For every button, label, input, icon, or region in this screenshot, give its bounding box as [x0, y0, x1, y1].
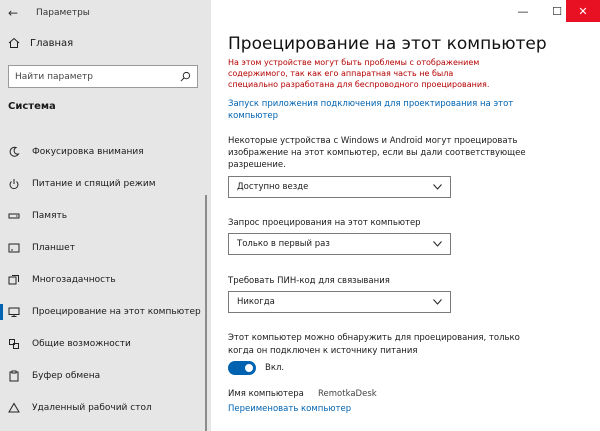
back-arrow-icon[interactable]: ←	[8, 6, 19, 20]
launch-connect-app-link[interactable]: Запуск приложения подключения для проектирования на этот компьютер	[228, 99, 514, 121]
toggle-label: Вкл.	[265, 363, 285, 373]
titlebar	[8, 0, 90, 26]
sidebar	[0, 0, 211, 431]
dropdown-value: Только в первый раз	[237, 239, 330, 249]
chevron-down-icon	[433, 184, 442, 190]
sidebar-item-label: Проецирование на этот компьютер	[32, 307, 201, 317]
rename-pc-link[interactable]: Переименовать компьютер	[228, 404, 352, 414]
request-label: Запрос проецирования на этот компьютер	[228, 218, 421, 228]
discoverable-text: Этот компьютер можно обнаружить для проецирования, только когда он подключен к источнику питания	[228, 333, 520, 356]
power-only-toggle-row	[228, 361, 284, 375]
pin-label: Требовать ПИН-код для связывания	[228, 276, 390, 286]
close-button[interactable]: ✕	[566, 0, 600, 22]
clipboard-icon	[8, 370, 20, 382]
moon-icon	[8, 146, 20, 158]
sidebar-item-clipboard[interactable]	[0, 360, 205, 392]
search-icon[interactable]	[180, 71, 191, 82]
sidebar-item-shared-experiences[interactable]	[0, 328, 205, 360]
sidebar-item-focus-assist[interactable]	[0, 136, 205, 168]
sidebar-item-storage[interactable]	[0, 200, 205, 232]
pc-name-row	[228, 389, 377, 399]
request-dropdown[interactable]	[228, 233, 451, 255]
storage-icon	[8, 210, 20, 222]
home-label: Главная	[30, 37, 74, 49]
minimize-button[interactable]: —	[517, 4, 529, 18]
section-title: Система	[8, 101, 56, 112]
pc-name-value: RemotkaDesk	[318, 389, 377, 399]
sidebar-item-label: Планшет	[32, 243, 75, 253]
sidebar-item-projecting[interactable]	[0, 296, 205, 328]
chevron-down-icon	[433, 299, 442, 305]
tablet-icon	[8, 242, 20, 254]
shared-experiences-icon	[8, 338, 20, 350]
page-title: Проецирование на этот компьютер	[228, 34, 547, 54]
power-icon	[8, 178, 20, 190]
power-only-toggle[interactable]	[228, 361, 256, 375]
window-title: Параметры	[36, 8, 90, 18]
sidebar-item-multitasking[interactable]	[0, 264, 205, 296]
home-icon	[8, 37, 20, 49]
sidebar-item-label: Многозадачность	[32, 275, 116, 285]
sidebar-nav	[0, 136, 205, 424]
chevron-down-icon	[433, 241, 442, 247]
multitask-icon	[8, 274, 20, 286]
sidebar-item-power-sleep[interactable]	[0, 168, 205, 200]
sidebar-item-label: Питание и спящий режим	[32, 179, 156, 189]
dropdown-value: Доступно везде	[237, 182, 309, 192]
pin-dropdown[interactable]	[228, 291, 451, 313]
sidebar-item-label: Общие возможности	[32, 339, 131, 349]
projecting-icon	[8, 306, 20, 318]
availability-description: Некоторые устройства с Windows и Android могут проецировать изображение на этот компьютер, если вы дали соответствующее разрешение.	[228, 136, 526, 170]
search-input[interactable]	[15, 72, 180, 82]
search-box[interactable]	[8, 65, 198, 88]
warning-text: На этом устройстве могут быть проблемы с отображением содержимого, так как его аппаратная часть не была специально разработана для беспроводного проецирования.	[228, 58, 490, 89]
sidebar-item-label: Память	[32, 211, 68, 221]
pc-name-label: Имя компьютера	[228, 389, 304, 399]
sidebar-item-label: Буфер обмена	[32, 371, 101, 381]
main-panel	[228, 0, 600, 431]
sidebar-item-label: Удаленный рабочий стол	[32, 403, 152, 413]
maximize-button[interactable]: ☐	[552, 4, 562, 18]
dropdown-value: Никогда	[237, 297, 275, 307]
sidebar-item-tablet[interactable]	[0, 232, 205, 264]
availability-dropdown[interactable]	[228, 176, 451, 198]
sidebar-item-home[interactable]	[8, 37, 73, 49]
remote-desktop-icon	[8, 402, 20, 414]
sidebar-item-label: Фокусировка внимания	[32, 147, 144, 157]
sidebar-item-remote-desktop[interactable]	[0, 392, 205, 424]
sidebar-scrollbar[interactable]	[205, 195, 207, 431]
